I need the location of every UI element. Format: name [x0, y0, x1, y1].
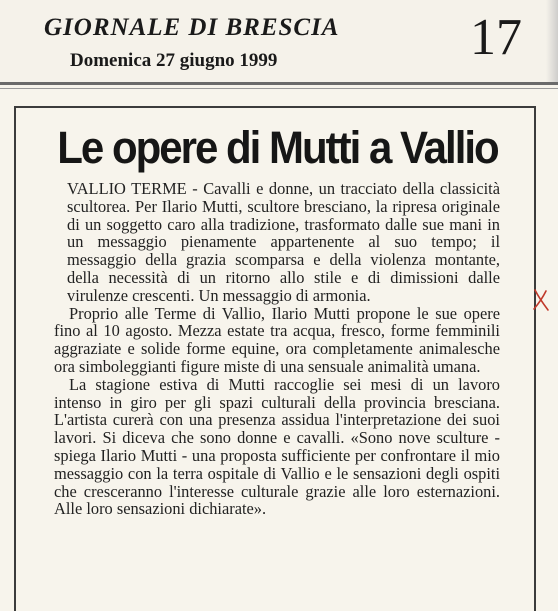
publication-date: Domenica 27 giugno 1999: [70, 50, 278, 71]
header-rule: [0, 82, 558, 85]
article-paragraph: Proprio alle Terme di Vallio, Ilario Mutti propone le sue opere fino al 10 agosto. Mezza estate tra acqua, fresco, forme femminili aggraziate e solide forme equine, ora completamente animalesche ora simboleggianti figure miste di una sensuale animalità umana.: [54, 303, 500, 376]
article-paragraph: La stagione estiva di Mutti raccoglie sei mesi di un lavoro intenso in giro per gli spazi culturali della provincia bresciana. L'artista curerà con una presenza assidua l'interpretazione dei suoi lavori. Si diceva che sono donne e cavalli. «Sono nove sculture - spiega Ilario Mutti - una proposta sufficiente per confrontare il mio messaggio con la terra ospitale di Vallio e le sensazioni degli ospiti che cresceranno l'interesse culturale grazie alle loro esternazioni. Alle loro sensazioni dichiarate».: [54, 374, 500, 519]
newspaper-title: GIORNALE DI BRESCIA: [44, 14, 340, 41]
article-headline: Le opere di Mutti a Vallio: [57, 122, 498, 173]
article-paragraph: VALLIO TERME - Cavalli e donne, un tracciato della classicità scultorea. Per Ilario Mutti, scultore bresciano, la ripresa originale di un soggetto caro alla tradizione, trasformato dalle sue mani in un messaggio pienamente appartenente al suo tempo; il messaggio della grazia scomparsa e della violenza montante, della necessità di un ritorno allo stile e di dimissioni dalle virulenze crescenti. Un messaggio di armonia.: [67, 179, 500, 305]
masthead: [0, 0, 558, 84]
page-number: 17: [470, 9, 522, 66]
header-rule-thin: [0, 88, 558, 89]
adjacent-page-bleed: [546, 0, 558, 84]
article-body: [54, 180, 500, 518]
handwritten-x-mark-icon: [531, 287, 551, 313]
